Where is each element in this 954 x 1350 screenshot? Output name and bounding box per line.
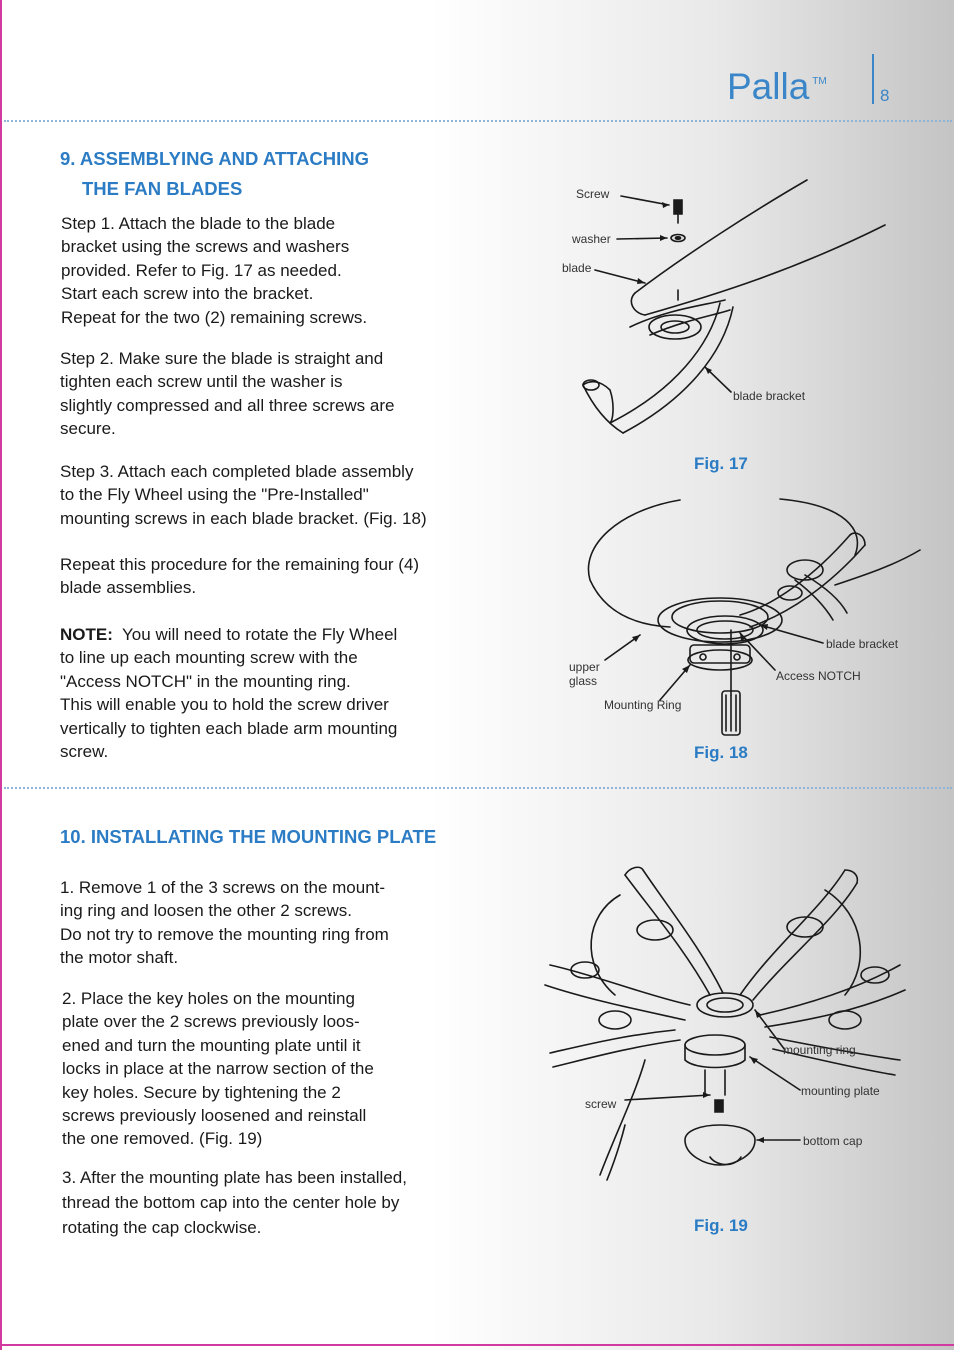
fig18-label-access-notch: Access NOTCH [776, 669, 861, 683]
item3-line: thread the bottom cap into the center hole by [62, 1193, 400, 1212]
fig19-illustration [545, 855, 925, 1185]
step1-text [61, 212, 367, 329]
note-label: NOTE: [60, 625, 113, 644]
note-line [60, 623, 397, 646]
note-line: screw. [60, 742, 109, 762]
item1-line: Do not try to remove the mounting ring from [60, 924, 389, 944]
step3-line: mounting screws in each blade bracket. (Fig. 18) [60, 508, 427, 528]
note-text [60, 623, 397, 763]
repeat-line: Repeat this procedure for the remaining four (4) [60, 555, 420, 574]
page-number: 8 [880, 86, 890, 105]
page-border-bottom [0, 1344, 954, 1346]
dotted-rule-top [4, 120, 952, 122]
step1-line: Repeat for the two (2) remaining screws. [61, 307, 368, 327]
note-line: "Access NOTCH" in the mounting ring. [60, 671, 351, 691]
section9-heading-line2: THE FAN BLADES [82, 178, 243, 199]
item2-line: screws previously loosened and reinstall [62, 1106, 367, 1126]
item2-line: key holes. Secure by tightening the 2 [62, 1082, 341, 1102]
dotted-rule-middle [4, 787, 952, 789]
item1-text [60, 876, 389, 970]
fig19-label-mounting-plate: mounting plate [801, 1084, 880, 1098]
brand-logo [727, 66, 827, 108]
fig19-label-mounting-ring: mounting ring [783, 1043, 856, 1057]
step1-line: Start each screw into the bracket. [61, 284, 314, 304]
trademark-mark: TM [812, 76, 827, 87]
item2-line: plate over the 2 screws previously loos- [62, 1012, 360, 1032]
item3-line: 3. After the mounting plate has been installed, [62, 1168, 407, 1187]
fig18-label-mounting-ring: Mounting Ring [604, 698, 682, 712]
item1-line: 1. Remove 1 of the 3 screws on the mount- [60, 878, 386, 897]
item1-line: ing ring and loosen the other 2 screws. [60, 901, 353, 921]
fig18-label-upper: upper [569, 660, 600, 674]
fig18-label-blade-bracket: blade bracket [826, 637, 899, 651]
step2-line: secure. [60, 419, 116, 439]
note-line: to line up each mounting screw with the [60, 648, 358, 668]
fig19-label-bottom-cap: bottom cap [803, 1134, 863, 1148]
fig17-label-blade: blade [562, 261, 592, 275]
item2-line: locks in place at the narrow section of the [62, 1059, 374, 1079]
step3-line: Step 3. Attach each completed blade assembly [60, 462, 414, 481]
section10-heading: 10. INSTALLATING THE MOUNTING PLATE [60, 826, 437, 847]
step2-line: slightly compressed and all three screws are [60, 395, 395, 415]
repeat-line: blade assemblies. [60, 578, 197, 598]
item2-line: the one removed. (Fig. 19) [62, 1129, 263, 1149]
note-line: vertically to tighten each blade arm mounting [60, 718, 398, 738]
fig17-illustration [555, 175, 900, 440]
step1-line: provided. Refer to Fig. 17 as needed. [61, 260, 342, 280]
fig17-label-washer: washer [572, 232, 611, 246]
fig19-label-screw: screw [585, 1097, 617, 1111]
fig18-caption: Fig. 18 [694, 743, 748, 762]
brand-name: Palla [727, 66, 810, 107]
fig17-label-screw: Screw [576, 187, 610, 201]
step3-text [60, 460, 427, 530]
item3-text [62, 1165, 407, 1240]
note-first: You will need to rotate the Fly Wheel [112, 625, 398, 644]
step2-line: tighten each screw until the washer is [60, 372, 343, 392]
item3-line: rotating the cap clockwise. [62, 1218, 262, 1237]
note-line: This will enable you to hold the screw driver [60, 695, 389, 715]
step1-line: Step 1. Attach the blade to the blade [61, 214, 336, 233]
section9-heading-line1: 9. ASSEMBLYING AND ATTACHING [60, 148, 370, 169]
item2-text [62, 987, 374, 1151]
step2-text [60, 347, 394, 441]
step3-line: to the Fly Wheel using the "Pre-Installed" [60, 485, 369, 505]
fig19-caption: Fig. 19 [694, 1216, 748, 1235]
step1-line: bracket using the screws and washers [61, 237, 350, 257]
page-number-divider [872, 54, 874, 104]
fig17-caption: Fig. 17 [694, 454, 748, 473]
fig18-label-glass: glass [569, 674, 598, 688]
item2-line: ened and turn the mounting plate until it [62, 1035, 361, 1055]
repeat-text [60, 553, 419, 600]
fig17-label-blade-bracket: blade bracket [733, 389, 806, 403]
item1-line: the motor shaft. [60, 948, 179, 968]
item2-line: 2. Place the key holes on the mounting [62, 989, 355, 1008]
page-border-left [0, 0, 2, 1350]
step2-line: Step 2. Make sure the blade is straight and [60, 349, 384, 368]
